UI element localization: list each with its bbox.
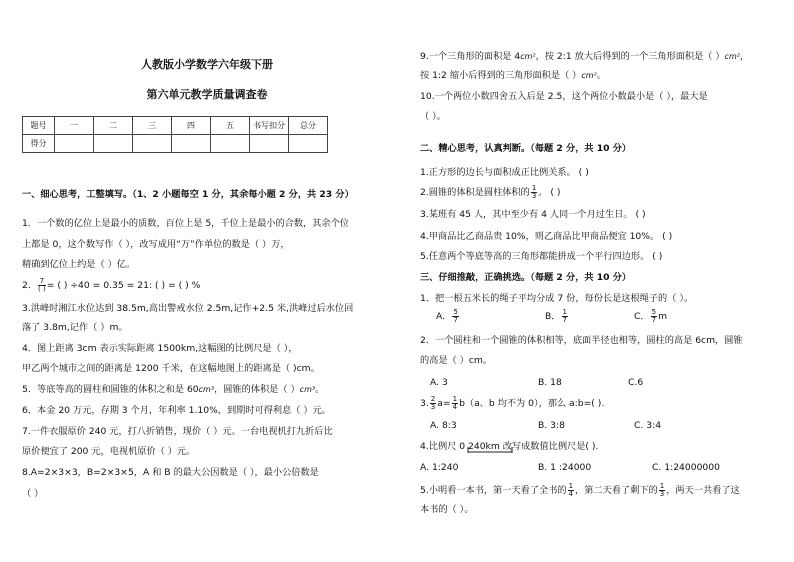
question-6: 6．本金 20 万元，存期 3 个月，年利率 1.10%，到期时可得利息（ ）元。 [22, 405, 331, 416]
question-1-line-1: 1．一个数的亿位上是最小的质数，百位上是 5，千位上是最小的合数，其余个位 [22, 218, 349, 229]
fraction [452, 396, 458, 411]
question-3-line-2: 落了 3.8m,记作（ ）m。 [22, 322, 128, 333]
question-2 [22, 278, 200, 293]
unit-cm3: cm³ [299, 385, 316, 394]
question-5-text-3: 。 [315, 384, 325, 395]
fraction-numerator: 1 [452, 395, 458, 403]
judge-2 [420, 185, 561, 200]
fraction [38, 278, 46, 293]
choice-3-mid: a= [437, 398, 451, 409]
choice-1-option-a [436, 309, 460, 324]
score-cell: 五 [211, 117, 250, 135]
question-9-line-2 [420, 69, 606, 82]
score-input-cell[interactable] [172, 135, 211, 153]
score-table-header-row [23, 117, 328, 135]
question-4-line-2: 甲乙两个城市之间的距离是 1200 千米，在这幅地图上的距离是（ )cm。 [22, 363, 320, 374]
question-10-line-1: 10.一个两位小数四舍五入后是 2.5，这个两位小数最小是（ ），最大是 [420, 91, 708, 102]
option-label: B． [545, 311, 561, 322]
score-cell: 四 [172, 117, 211, 135]
judge-2-text: 2.圆锥的体积是圆柱体积的 [420, 187, 530, 198]
question-9-text-5: 。 [596, 70, 606, 81]
score-cell: 得分 [23, 135, 55, 153]
choice-3-prefix: 3. [420, 398, 429, 409]
score-cell: 题号 [23, 117, 55, 135]
question-1-line-2: 上都是 0，这个数写作（ ），改写成用“万”作单位的数是（ ）万， [22, 239, 290, 250]
score-cell: 一 [55, 117, 94, 135]
unit-m: m [658, 311, 668, 322]
fraction-denominator: 7 [453, 316, 458, 324]
question-5-text-1: 5．等底等高的圆柱和圆锥的体积之和是 60 [22, 384, 199, 395]
choice-5-text-3: ，两天一共看了这 [666, 485, 740, 496]
exam-title: 人教版小学数学六年级下册 [141, 58, 273, 71]
fraction [562, 309, 568, 324]
fraction-numerator: 1 [531, 184, 537, 192]
score-cell: 二 [94, 117, 133, 135]
fraction-denominator: 3 [531, 192, 537, 200]
question-3-line-1: 3.洪峰时湘江水位达到 38.5m,高出警戒水位 2.5m,记作+2.5 米,洪峰过后水位回 [22, 303, 354, 314]
fraction-denominator: 3 [430, 403, 436, 411]
fraction-numerator: 1 [659, 482, 665, 490]
choice-2-option-b: B. 18 [538, 377, 562, 388]
question-2-rest: = ( ) ÷40 = 0.35 = 21: ( ) = ( ) % [46, 280, 201, 291]
fraction-numerator: 7 [39, 277, 45, 285]
score-input-cell[interactable] [250, 135, 289, 153]
question-9-text-2: ，按 2:1 放大后得到的一个三角形面积是（ ） [535, 51, 725, 62]
question-7-line-1: 7.一件衣服原价 240 元，打八折销售，现价（ ）元。一台电视机打九折后比 [22, 426, 333, 437]
choice-1-option-b [545, 309, 569, 324]
exam-subtitle: 第六单元教学质量调查卷 [146, 88, 268, 101]
choice-3 [420, 396, 604, 411]
option-label: C． [634, 311, 650, 322]
choice-4-option-c: C. 1:24000000 [652, 462, 720, 473]
choice-3-rest: b（a、b 均不为 0），那么 a:b=( ). [459, 398, 605, 409]
choice-4: 4.比例尺 0 240km 改写成数值比例尺是( ). [420, 441, 599, 452]
question-9-text-1: 9.一个三角形的面积是 4 [420, 51, 521, 62]
question-5-text-2: ，圆锥的体积是（ ） [214, 384, 300, 395]
section-1-heading: 一、细心思考，工整填写。（1、2 小题每空 1 分，其余每小题 2 分，共 23 分） [22, 189, 354, 200]
score-table [22, 116, 328, 153]
question-7-line-2: 原价便宜了 200 元，电视机原价（ ）元。 [22, 446, 196, 457]
judge-5: 5.任意两个等底等高的三角形都能拼成一个平行四边形。 ( ) [420, 251, 663, 262]
section-3-heading: 三、仔细推敲，正确挑选。（每题 2 分，共 10 分） [420, 272, 632, 283]
score-input-cell[interactable] [211, 135, 250, 153]
fraction [651, 309, 657, 324]
question-9-text-4: 按 1:2 缩小后得到的三角形面积是（ ） [420, 70, 582, 81]
question-2-prefix: 2． [22, 280, 38, 291]
choice-3-option-a: A. 8:3 [430, 420, 457, 431]
judge-4: 4.甲商品比乙商品贵 10%，则乙商品比甲商品便宜 10%。 ( ) [420, 231, 673, 242]
fraction [659, 483, 665, 498]
score-cell: 三 [133, 117, 172, 135]
choice-1-option-c [634, 309, 667, 324]
question-5 [22, 383, 324, 396]
score-input-cell[interactable] [133, 135, 172, 153]
choice-1: 1．把一根五米长的绳子平均分成 7 份，每份长是这根绳子的（ ）。 [420, 293, 694, 304]
score-cell: 书写扣分 [250, 117, 289, 135]
score-input-cell[interactable] [94, 135, 133, 153]
option-label: A． [436, 311, 452, 322]
choice-4-option-b: B. 1 :24000 [538, 462, 592, 473]
choice-3-option-c: C. 3:4 [634, 420, 662, 431]
judge-2-rest: 。 ( ) [538, 187, 561, 198]
choice-4-option-a: A. 1:240 [420, 462, 459, 473]
fraction-numerator: 5 [453, 308, 458, 316]
score-cell: 总分 [289, 117, 328, 135]
fraction-denominator: 4 [452, 403, 458, 411]
unit-cm2: cm² [724, 52, 740, 61]
fraction [531, 185, 537, 200]
fraction-denominator: 7 [562, 316, 567, 324]
fraction-numerator: 1 [568, 482, 574, 490]
choice-5-text-2: ，第二天看了剩下的 [575, 485, 658, 496]
score-input-cell[interactable] [289, 135, 328, 153]
choice-2-option-a: A. 3 [430, 377, 448, 388]
score-input-cell[interactable] [55, 135, 94, 153]
choice-5-text-1: 5.小明看一本书，第一天看了全书的 [420, 485, 567, 496]
scale-bar-icon [452, 446, 522, 454]
question-9-line-1 [420, 50, 749, 63]
question-9-text-3: ， [739, 51, 750, 62]
question-1-line-3: 精确到亿位上约是（ ）亿。 [22, 259, 136, 270]
fraction-numerator: 2 [430, 395, 436, 403]
fraction-denominator: 3 [659, 490, 665, 498]
judge-3: 3.某班有 45 人，其中至少有 4 人同一个月过生日。 ( ) [420, 209, 646, 220]
choice-5-line-2: 本书的（ ）。 [420, 504, 474, 515]
question-4-line-1: 4．图上距离 3cm 表示实际距离 1500km,这幅图的比例尺是（ ）， [22, 343, 298, 354]
section-2-heading: 二、精心思考，认真判断。（每题 2 分，共 10 分） [420, 143, 632, 154]
fraction [452, 309, 458, 324]
choice-2-line-1: 2．一个圆柱和一个圆锥的体积相等，底面半径也相等，圆柱的高是 6cm，圆锥 [420, 335, 743, 346]
question-8-line-1: 8.A=2×3×3，B=2×3×5，A 和 B 的最大公因数是（ ），最小公倍数是 [22, 467, 319, 478]
fraction-numerator: 1 [562, 308, 567, 316]
fraction [568, 483, 574, 498]
unit-cm2: cm² [581, 71, 597, 80]
choice-2-line-2: 的高是（ ）cm。 [420, 355, 493, 366]
unit-cm2: cm² [520, 52, 536, 61]
fraction-denominator: 7 [651, 316, 657, 324]
fraction-denominator: ( ) [38, 285, 46, 293]
fraction [430, 396, 436, 411]
fraction-numerator: 5 [651, 308, 657, 316]
judge-1: 1.正方形的边长与面积成正比例关系。 ( ) [420, 167, 589, 178]
score-table-score-row [23, 135, 328, 153]
fraction-denominator: 4 [568, 490, 574, 498]
question-10-line-2: （ ）。 [420, 111, 446, 122]
choice-2-option-c: C.6 [628, 377, 644, 388]
question-8-line-2: （ ） [22, 488, 44, 499]
choice-3-option-b: B. 3:8 [538, 420, 565, 431]
choice-5-line-1 [420, 483, 740, 498]
unit-cm3: cm³ [198, 385, 215, 394]
